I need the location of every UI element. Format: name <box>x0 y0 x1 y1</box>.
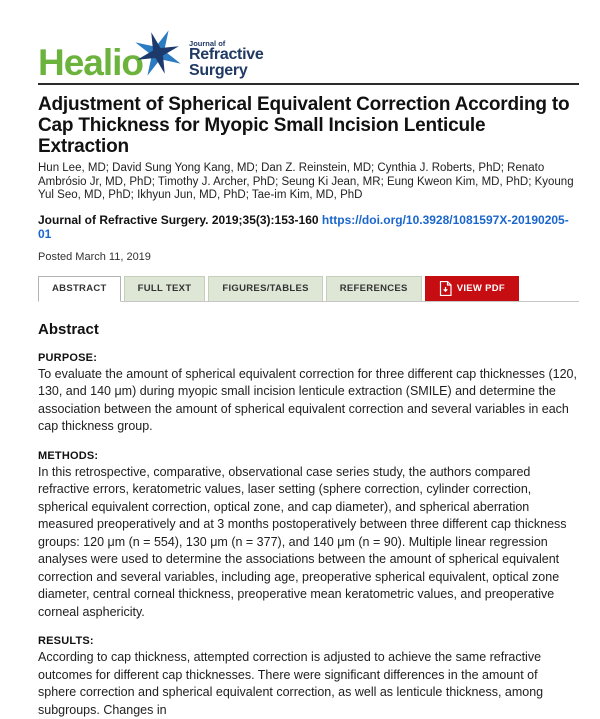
article-title: Adjustment of Spherical Equivalent Correction According to Cap Thickness for Myopic Small Incision Lenticule Extraction <box>38 94 570 157</box>
section-text: To evaluate the amount of spherical equivalent correction for three different cap thicknesses (120, 130, and 140 μm) during myopic small incision lenticule extraction (SMILE) and determine the association between the amount of spherical equivalent correction and several variables in each cap thickness group. <box>38 366 577 433</box>
section-text: According to cap thickness, attempted correction is adjusted to achieve the same refractive outcomes for different cap thicknesses. There were significant differences in the amount of sphere correction and spherical equivalent correction, as well as lenticule thickness, among subgroups. Changes in <box>38 650 544 717</box>
abstract-heading: Abstract <box>38 320 99 338</box>
tab-abstract[interactable]: ABSTRACT <box>38 276 121 302</box>
citation-line <box>38 213 579 241</box>
tab-view-pdf[interactable] <box>425 276 519 301</box>
section-text: In this retrospective, comparative, observational case series study, the authors compared refractive errors, keratometric values, laser setting (sphere correction, cylinder correction, spherical equivalent correction, optical zone, and cap diameter), and spherical aberration measured preoperatively and at 3 months postoperatively between three different cap thickness groups: 120 μm (n = 554), 130 μm (n = 377), and 140 μm (n = 90). Multiple linear regression analyses were used to determine the associations between the amount of spherical equivalent correction and several variables, including age, preoperative spherical equivalent, optical zone diameter, central corneal thickness, preoperative mean keratometric values, and preoperative corneal asphericity. <box>38 464 567 619</box>
abstract-section-methods <box>38 450 579 622</box>
site-header <box>38 28 579 83</box>
tab-full-text[interactable]: FULL TEXT <box>124 276 206 301</box>
abstract-section-purpose <box>38 352 579 436</box>
pdf-icon <box>439 281 452 296</box>
view-pdf-label: VIEW PDF <box>456 283 506 294</box>
tab-references[interactable]: REFERENCES <box>326 276 422 301</box>
journal-of-label: Journal of <box>189 38 226 48</box>
abstract-section-results <box>38 635 579 719</box>
article-tabs <box>38 276 579 302</box>
author-list: Hun Lee, MD; David Sung Yong Kang, MD; Dan Z. Reinstein, MD; Cynthia J. Roberts, PhD; Renato Ambrósio Jr, MD, PhD; Timothy J. Archer, PhD; Seung Ki Jean, MR; Eung Kweon Kim, MD, PhD; Kyoung Yul Seo, MD, PhD; Ikhyun Jun, MD, PhD; Tae-im Kim, MD, PhD <box>38 162 574 201</box>
tab-figures-tables[interactable]: FIGURES/TABLES <box>208 276 322 301</box>
citation-text: Journal of Refractive Surgery. 2019;35(3):153-160 <box>38 212 319 227</box>
journal-logo[interactable] <box>189 40 263 80</box>
header-divider <box>38 83 579 85</box>
journal-name-line1: Refractive <box>189 46 264 63</box>
journal-name-line2: Surgery <box>189 62 248 79</box>
doi-link[interactable]: https://doi.org/10.3928/1081597X-20190205-01 <box>38 212 569 241</box>
section-label: RESULTS: <box>38 635 94 647</box>
section-label: METHODS: <box>38 449 99 462</box>
healio-logo[interactable]: Healio <box>38 41 144 83</box>
healio-star-icon <box>133 28 183 78</box>
section-label: PURPOSE: <box>38 351 98 364</box>
posted-date: Posted March 11, 2019 <box>38 250 151 263</box>
